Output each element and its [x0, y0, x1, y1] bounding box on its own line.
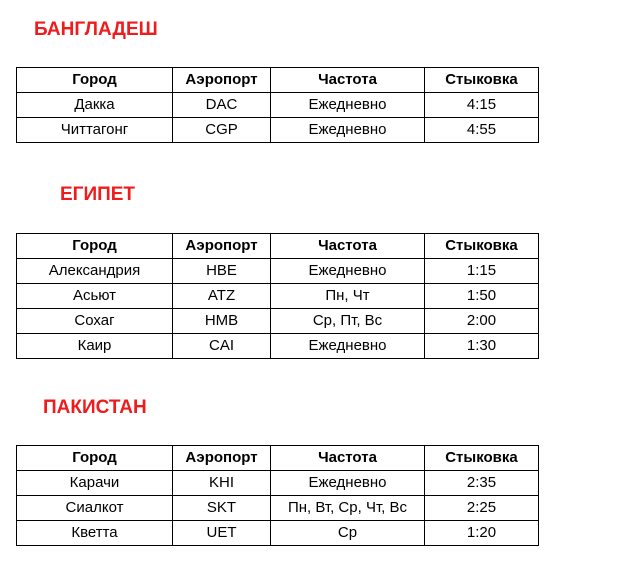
table-header-row	[17, 68, 539, 93]
cell-connection: 4:15	[425, 93, 539, 118]
cell-airport: KHI	[173, 471, 271, 496]
cell-connection: 2:35	[425, 471, 539, 496]
header-city: Город	[17, 68, 173, 93]
header-airport: Аэропорт	[173, 446, 271, 471]
table-row	[17, 93, 539, 118]
country-title-egypt: ЕГИПЕТ	[60, 184, 136, 205]
cell-connection: 1:15	[425, 259, 539, 284]
flights-table-pakistan	[16, 445, 539, 546]
cell-airport: SKT	[173, 496, 271, 521]
cell-frequency: Ежедневно	[271, 93, 425, 118]
flights-table-bangladesh	[16, 67, 539, 143]
cell-city: Читтагонг	[17, 118, 173, 143]
cell-city: Асьют	[17, 284, 173, 309]
table-row	[17, 521, 539, 546]
cell-frequency: Ежедневно	[271, 334, 425, 359]
cell-airport: CGP	[173, 118, 271, 143]
cell-connection: 1:20	[425, 521, 539, 546]
cell-connection: 1:50	[425, 284, 539, 309]
header-connection: Стыковка	[425, 68, 539, 93]
cell-city: Кветта	[17, 521, 173, 546]
cell-connection: 1:30	[425, 334, 539, 359]
cell-frequency: Пн, Вт, Ср, Чт, Вс	[271, 496, 425, 521]
table-row	[17, 259, 539, 284]
cell-airport: DAC	[173, 93, 271, 118]
cell-city: Александрия	[17, 259, 173, 284]
table-row	[17, 496, 539, 521]
cell-city: Дакка	[17, 93, 173, 118]
cell-airport: ATZ	[173, 284, 271, 309]
header-frequency: Частота	[271, 446, 425, 471]
header-connection: Стыковка	[425, 234, 539, 259]
cell-frequency: Пн, Чт	[271, 284, 425, 309]
cell-frequency: Ср	[271, 521, 425, 546]
cell-city: Сохаг	[17, 309, 173, 334]
country-title-bangladesh: БАНГЛАДЕШ	[34, 19, 158, 40]
header-frequency: Частота	[271, 68, 425, 93]
header-connection: Стыковка	[425, 446, 539, 471]
cell-airport: CAI	[173, 334, 271, 359]
table-row	[17, 118, 539, 143]
cell-airport: UET	[173, 521, 271, 546]
header-city: Город	[17, 234, 173, 259]
header-airport: Аэропорт	[173, 234, 271, 259]
header-airport: Аэропорт	[173, 68, 271, 93]
cell-city: Сиалкот	[17, 496, 173, 521]
cell-airport: HBE	[173, 259, 271, 284]
cell-frequency: Ежедневно	[271, 259, 425, 284]
cell-connection: 2:00	[425, 309, 539, 334]
table-row	[17, 471, 539, 496]
header-frequency: Частота	[271, 234, 425, 259]
table-header-row	[17, 446, 539, 471]
cell-connection: 2:25	[425, 496, 539, 521]
table-header-row	[17, 234, 539, 259]
header-city: Город	[17, 446, 173, 471]
table-row	[17, 334, 539, 359]
cell-frequency: Ср, Пт, Вс	[271, 309, 425, 334]
cell-frequency: Ежедневно	[271, 118, 425, 143]
cell-airport: HMB	[173, 309, 271, 334]
flights-table-egypt	[16, 233, 539, 359]
cell-city: Каир	[17, 334, 173, 359]
table-row	[17, 284, 539, 309]
country-title-pakistan: ПАКИСТАН	[43, 397, 147, 418]
cell-frequency: Ежедневно	[271, 471, 425, 496]
cell-city: Карачи	[17, 471, 173, 496]
cell-connection: 4:55	[425, 118, 539, 143]
table-row	[17, 309, 539, 334]
